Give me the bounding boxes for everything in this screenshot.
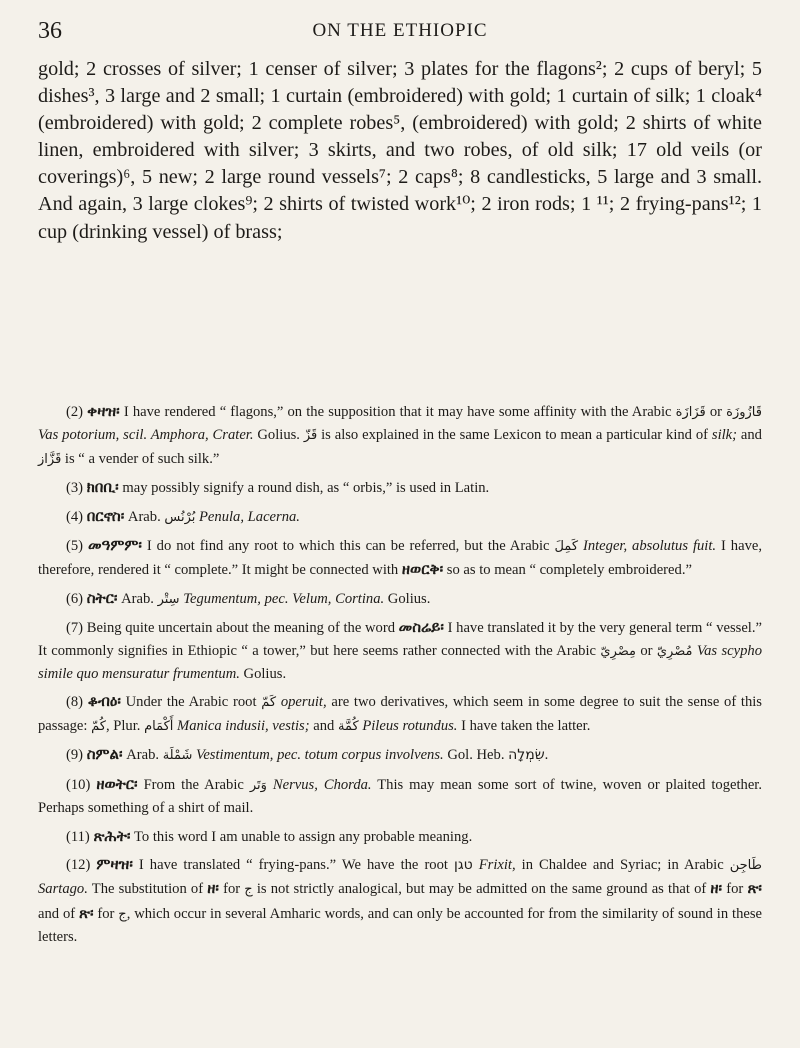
running-title: ON THE ETHIOPIC bbox=[312, 20, 488, 41]
latin-gloss: Manica indusii, vestis; bbox=[177, 717, 310, 734]
note-number: (5) bbox=[66, 538, 84, 555]
arabic-word: ج bbox=[244, 882, 253, 898]
latin-gloss: Vestimentum, pec. totum corpus involvens. bbox=[196, 747, 444, 764]
note-text: are two derivatives, which seem in some degree to suit the sense of this passage: bbox=[38, 694, 762, 734]
footnote-8 bbox=[38, 690, 762, 738]
note-text: Under the Arabic root bbox=[120, 694, 262, 711]
note-text: and bbox=[737, 427, 762, 444]
footnote-4 bbox=[38, 505, 762, 529]
note-number: (10) bbox=[66, 776, 91, 793]
arabic-word: قَزَّاز bbox=[38, 451, 62, 467]
ethiopic-word: ቆብዕ፡ bbox=[87, 692, 121, 711]
note-text: Golius. bbox=[253, 427, 304, 444]
note-number: (11) bbox=[66, 828, 90, 845]
arabic-word: أَكْمَام bbox=[144, 718, 174, 734]
arabic-word: مِصْرِيّ bbox=[600, 643, 636, 659]
footnote-3 bbox=[38, 476, 762, 499]
ethiopic-word: ቀዛዝ፡ bbox=[87, 402, 120, 420]
note-text: Golius. bbox=[239, 666, 287, 683]
ethiopic-word: ዘወትር፡ bbox=[96, 774, 138, 793]
latin-gloss: Vas potorium, scil. Amphora, Crater. bbox=[38, 427, 254, 444]
note-text: is not strictly analogical, but may be admitted on the same ground as that of bbox=[252, 881, 711, 898]
note-text: in Chaldee and Syriac; in Arabic bbox=[515, 856, 730, 873]
ethiopic-word: ጽ፡ bbox=[78, 903, 94, 922]
ethiopic-word: ስትር፡ bbox=[86, 588, 118, 607]
arabic-word: كَمِلَ bbox=[554, 539, 579, 555]
note-text: I do not find any root to which this can be referred, but the Arabic bbox=[141, 538, 555, 555]
ethiopic-word: ጽ፡ bbox=[747, 879, 762, 898]
latin-gloss: Penula, Lacerna. bbox=[199, 508, 300, 525]
note-text: is “ a vender of such silk.” bbox=[61, 450, 220, 467]
note-text: Gol. Heb. bbox=[443, 747, 509, 764]
hebrew-word: טגן bbox=[454, 856, 473, 873]
arabic-word: كَمّ bbox=[261, 695, 277, 711]
arabic-word: بُرْنُس bbox=[164, 509, 196, 525]
footnote-11 bbox=[38, 825, 762, 848]
arabic-word: وَتَر bbox=[249, 777, 267, 793]
note-text: Arab. bbox=[117, 590, 158, 607]
footnote-5 bbox=[38, 534, 762, 582]
note-text: To this word I am unable to assign any probable meaning. bbox=[130, 828, 473, 845]
note-number: (3) bbox=[66, 480, 84, 497]
arabic-word: ج bbox=[118, 906, 127, 922]
note-text: so as to mean “ completely embroidered.” bbox=[443, 562, 692, 579]
arabic-word: قَزّ bbox=[303, 428, 318, 444]
main-text-block bbox=[38, 56, 762, 246]
note-number: (9) bbox=[66, 747, 84, 764]
note-text: I have translated it by the very general term “ vessel.” It commonly signifies in Ethiopic “ a tower,” but here seems rather connected with the Arabic bbox=[38, 620, 762, 659]
footnotes bbox=[38, 400, 762, 954]
note-number: (8) bbox=[66, 694, 84, 711]
note-text: , which occur in several Amharic words, and can only be accounted for from the similarity of sound in these letters. bbox=[38, 905, 762, 946]
note-text: , Plur. bbox=[105, 717, 145, 734]
ethiopic-word: ክበቢ፡ bbox=[86, 478, 119, 497]
page-number: 36 bbox=[38, 18, 62, 44]
arabic-word: كُمَّة bbox=[337, 718, 359, 734]
ethiopic-word: ስምል፡ bbox=[86, 745, 123, 764]
latin-gloss: operuit, bbox=[280, 694, 327, 711]
ethiopic-word: ዘወርቅ፡ bbox=[401, 560, 444, 579]
note-text: for bbox=[93, 905, 119, 922]
note-text: I have translated “ frying-pans.” We have the root bbox=[132, 856, 454, 873]
note-text: or bbox=[705, 404, 727, 420]
ethiopic-word: በርኖስ፡ bbox=[86, 506, 125, 525]
latin-gloss: Nervus, Chorda. bbox=[272, 776, 372, 793]
note-text: or bbox=[635, 642, 657, 659]
note-text: Arab. bbox=[124, 508, 165, 525]
note-text: The substitution of bbox=[87, 881, 208, 898]
ethiopic-word: ዘ፡ bbox=[207, 879, 219, 898]
latin-gloss: Pileus rotundus. bbox=[362, 717, 458, 734]
ethiopic-word: ዘ፡ bbox=[710, 879, 723, 898]
arabic-word: سِتْر bbox=[157, 591, 180, 607]
footnote-10 bbox=[38, 773, 762, 820]
footnote-2 bbox=[38, 400, 762, 471]
note-text: and bbox=[309, 717, 338, 734]
footnote-6 bbox=[38, 587, 762, 611]
note-text: Arab. bbox=[122, 747, 163, 764]
page-header bbox=[0, 18, 800, 48]
ethiopic-word: መስሬይ፡ bbox=[398, 618, 444, 637]
latin-gloss: Tegumentum, pec. Velum, Cortina. bbox=[183, 590, 385, 607]
note-text: for bbox=[722, 881, 748, 898]
note-text: for bbox=[218, 881, 245, 898]
main-paragraph: gold; 2 crosses of silver; 1 censer of silver; 3 plates for the flagons²; 2 cups of beryl; 5 dishes³, 3 large and 2 small; 1 curtain (embroidered) with gold; 1 curtain of silk; 1 cloak⁴ (embroidered) with gold; 2 complete robes⁵, (embroidered) with gold; 2 shirts of white linen, embroidered with silver; 3 skirts, and two robes, of old silk; 17 old veils (or coverings)⁶, 5 new; 2 large round vessels⁷; 2 caps⁸; 8 candlesticks, 5 large and 3 small. And again, 3 large clokes⁹; 2 shirts of twisted work¹⁰; 2 iron rods; 1 ¹¹; 2 frying-pans¹²; 1 cup (drinking vessel) of brass; bbox=[38, 58, 762, 243]
note-text: I have, therefore, rendered it “ complete.” It might be connected with bbox=[38, 538, 762, 579]
footnote-7 bbox=[38, 616, 762, 685]
latin-gloss: Vas scypho simile quo mensuratur frumentum. bbox=[38, 642, 763, 683]
note-number: (4) bbox=[66, 508, 84, 525]
latin-gloss: Frixit, bbox=[478, 856, 516, 873]
arabic-word: مُصْرِيّ bbox=[656, 643, 693, 659]
ethiopic-word: መዓምም፡ bbox=[87, 536, 142, 555]
arabic-word: شَمْلَة bbox=[162, 748, 193, 764]
latin-gloss: Sartago. bbox=[38, 881, 88, 898]
footnote-12 bbox=[38, 853, 762, 949]
note-text: . bbox=[544, 747, 549, 764]
note-text: may possibly signify a round dish, as “ orbis,” is used in Latin. bbox=[118, 480, 490, 497]
note-text: From the Arabic bbox=[137, 776, 250, 793]
arabic-word: كُمّ bbox=[91, 718, 106, 734]
ethiopic-word: ጽሕት፡ bbox=[93, 826, 131, 845]
note-text: This may mean some sort of twine, woven or plaited together. Perhaps something of a shirt of mail. bbox=[38, 776, 762, 817]
note-text: is also explained in the same Lexicon to mean a particular kind of bbox=[317, 427, 712, 444]
arabic-word: طَاجِن bbox=[729, 857, 762, 873]
arabic-word: قَازُوزَة bbox=[726, 405, 762, 420]
note-number: (7) bbox=[66, 620, 84, 637]
ethiopic-word: ምዛዝ፡ bbox=[96, 854, 133, 873]
note-number: (12) bbox=[66, 856, 91, 873]
note-number: (6) bbox=[66, 590, 84, 607]
note-number: (2) bbox=[66, 404, 84, 420]
latin-gloss: silk; bbox=[711, 427, 738, 444]
latin-gloss: Integer, absolutus fuit. bbox=[582, 538, 717, 555]
note-text: and of bbox=[38, 905, 79, 922]
note-text: I have taken the latter. bbox=[457, 717, 591, 734]
hebrew-word: שִׂמְלָה bbox=[508, 747, 545, 764]
arabic-word: قَزَازَة bbox=[675, 405, 706, 420]
note-text: I have rendered “ flagons,” on the supposition that it may have some affinity with the Arabic bbox=[119, 404, 676, 420]
footnote-9 bbox=[38, 743, 762, 767]
note-text: Being quite uncertain about the meaning of the word bbox=[86, 620, 399, 637]
note-text: Golius. bbox=[384, 590, 431, 607]
